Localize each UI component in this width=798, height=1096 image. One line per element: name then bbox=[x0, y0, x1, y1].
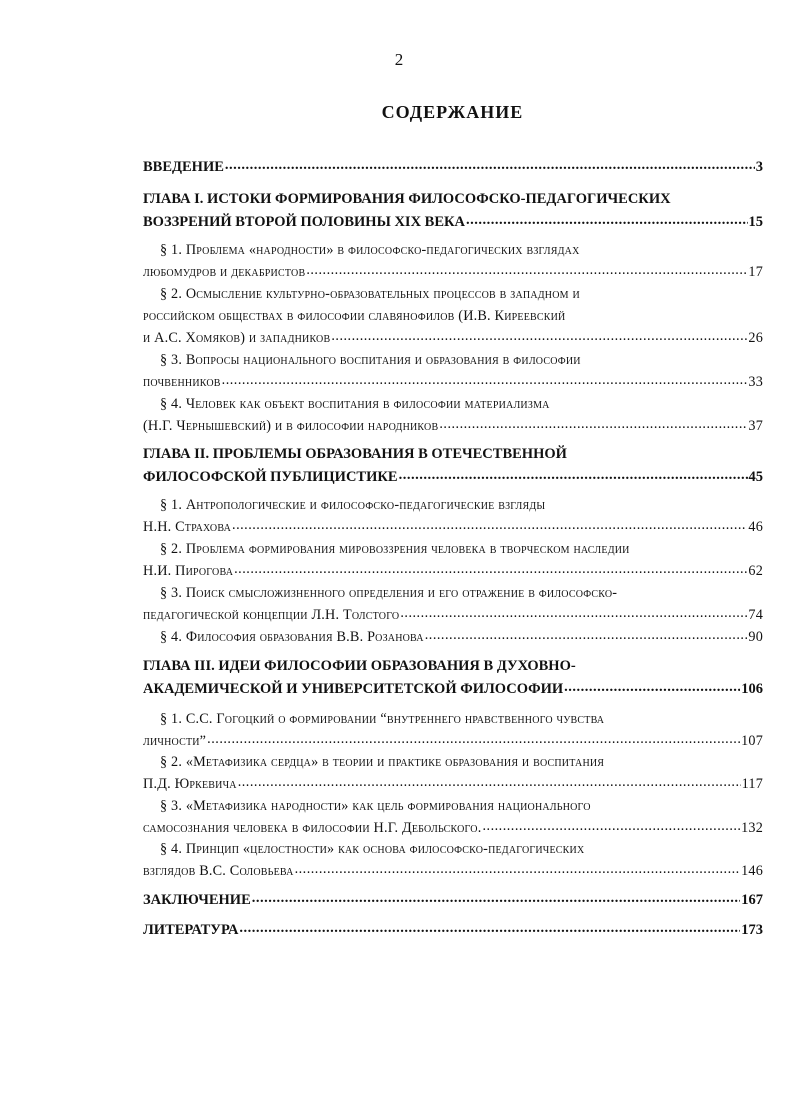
section-title: § 3. «Метафизика народности» как цель формирования национального bbox=[160, 798, 591, 814]
section-3-1-cont[interactable] bbox=[143, 732, 763, 750]
leader-dots bbox=[207, 733, 740, 745]
section-title: российском обществах в философии славянофилов (И.В. Киреевский bbox=[143, 308, 566, 324]
section-1-2-cont[interactable] bbox=[143, 307, 565, 325]
toc-page-number: 173 bbox=[741, 922, 763, 938]
leader-dots bbox=[399, 469, 748, 481]
chapter-title: ГЛАВА I. ИСТОКИ ФОРМИРОВАНИЯ ФИЛОСОФСКО-ПЕДАГОГИЧЕСКИХ bbox=[143, 191, 671, 207]
section-3-2[interactable] bbox=[160, 753, 604, 771]
toc-page-number: 46 bbox=[748, 519, 763, 535]
toc-page-number: 90 bbox=[748, 629, 763, 645]
section-2-1[interactable] bbox=[160, 496, 545, 514]
toc-page-number: 33 bbox=[748, 374, 763, 390]
chapter-2-heading-cont[interactable] bbox=[143, 468, 763, 486]
section-title: почвенников bbox=[143, 374, 221, 390]
toc-page-number: 3 bbox=[755, 159, 763, 175]
section-title: § 1. С.С. Гогоцкий о формировании “внутреннего нравственного чувства bbox=[160, 711, 605, 727]
leader-dots bbox=[564, 681, 740, 693]
leader-dots bbox=[225, 159, 755, 171]
toc-page-number: 146 bbox=[741, 863, 763, 879]
toc-entry-label: ВВЕДЕНИЕ bbox=[143, 159, 224, 175]
toc-page-number: 62 bbox=[748, 563, 763, 579]
section-title: § 1. Проблема «народности» в философско-педагогических взглядах bbox=[160, 242, 580, 258]
toc-entry-literature[interactable] bbox=[143, 921, 763, 939]
section-1-3[interactable] bbox=[160, 351, 581, 369]
toc-entry-label: ЛИТЕРАТУРА bbox=[143, 922, 239, 938]
section-title: педагогической концепции Л.Н. Толстого bbox=[143, 607, 400, 623]
section-3-3[interactable] bbox=[160, 797, 591, 815]
toc-page-number: 106 bbox=[741, 681, 763, 697]
chapter-3-heading[interactable] bbox=[143, 657, 576, 675]
leader-dots bbox=[331, 330, 747, 342]
section-1-4[interactable] bbox=[160, 395, 550, 413]
section-title: § 4. Философия образования В.В. Розанова bbox=[160, 629, 424, 645]
section-1-1[interactable] bbox=[160, 241, 580, 259]
section-1-3-cont[interactable] bbox=[143, 373, 763, 391]
section-2-1-cont[interactable] bbox=[143, 518, 763, 536]
leader-dots bbox=[239, 922, 740, 934]
toc-page-number: 74 bbox=[748, 607, 763, 623]
leader-dots bbox=[238, 776, 741, 788]
section-title: любомудров и декабристов bbox=[143, 264, 306, 280]
section-title: П.Д. Юркевича bbox=[143, 776, 237, 792]
toc-page-number: 117 bbox=[741, 776, 763, 792]
section-3-4-cont[interactable] bbox=[143, 862, 763, 880]
section-title: § 4. Принцип «целостности» как основа философско-педагогических bbox=[160, 841, 585, 857]
section-2-2-cont[interactable] bbox=[143, 562, 763, 580]
section-2-4[interactable] bbox=[160, 628, 763, 646]
section-3-1[interactable] bbox=[160, 710, 604, 728]
toc-page-number: 45 bbox=[748, 469, 763, 485]
section-title: § 2. Проблема формирования мировоззрения человека в творческом наследии bbox=[160, 541, 630, 557]
leader-dots bbox=[425, 629, 748, 641]
chapter-title: ГЛАВА III. ИДЕИ ФИЛОСОФИИ ОБРАЗОВАНИЯ В ДУХОВНО- bbox=[143, 658, 576, 674]
leader-dots bbox=[466, 214, 748, 226]
leader-dots bbox=[482, 820, 740, 832]
leader-dots bbox=[222, 374, 748, 386]
section-title: § 3. Вопросы национального воспитания и образования в философии bbox=[160, 352, 581, 368]
toc-title: СОДЕРЖАНИЕ bbox=[381, 102, 524, 122]
section-3-2-cont[interactable] bbox=[143, 775, 763, 793]
section-title: § 2. «Метафизика сердца» в теории и практике образования и воспитания bbox=[160, 754, 605, 770]
toc-entry-label: ЗАКЛЮЧЕНИЕ bbox=[143, 892, 251, 908]
section-1-2[interactable] bbox=[160, 285, 580, 303]
chapter-1-heading-cont[interactable] bbox=[143, 213, 763, 231]
section-title: Н.И. Пирогова bbox=[143, 563, 234, 579]
toc-page-number: 15 bbox=[748, 214, 763, 230]
section-title: Н.Н. Страхова bbox=[143, 519, 232, 535]
chapter-3-heading-cont[interactable] bbox=[143, 680, 763, 698]
chapter-title: ГЛАВА II. ПРОБЛЕМЫ ОБРАЗОВАНИЯ В ОТЕЧЕСТВЕННОЙ bbox=[143, 446, 567, 462]
section-3-3-cont[interactable] bbox=[143, 819, 763, 837]
section-title: взглядов В.С. Соловьева bbox=[143, 863, 294, 879]
leader-dots bbox=[400, 607, 747, 619]
section-title: и А.С. Хомяков) и западников bbox=[143, 330, 331, 346]
toc-page-number: 132 bbox=[741, 820, 763, 836]
section-1-2-cont2[interactable] bbox=[143, 329, 763, 347]
section-title: § 2. Осмысление культурно-образовательных процессов в западном и bbox=[160, 286, 580, 302]
chapter-title: АКАДЕМИЧЕСКОЙ И УНИВЕРСИТЕТСКОЙ ФИЛОСОФИИ bbox=[143, 681, 564, 697]
section-2-3[interactable] bbox=[160, 584, 617, 602]
section-1-1-cont[interactable] bbox=[143, 263, 763, 281]
leader-dots bbox=[252, 892, 740, 904]
section-2-3-cont[interactable] bbox=[143, 606, 763, 624]
leader-dots bbox=[295, 863, 741, 875]
leader-dots bbox=[306, 264, 747, 276]
chapter-title: ФИЛОСОФСКОЙ ПУБЛИЦИСТИКЕ bbox=[143, 469, 398, 485]
chapter-2-heading[interactable] bbox=[143, 445, 567, 463]
chapter-title: ВОЗЗРЕНИЙ ВТОРОЙ ПОЛОВИНЫ XIX ВЕКА bbox=[143, 214, 465, 230]
leader-dots bbox=[232, 519, 747, 531]
toc-page-number: 37 bbox=[748, 418, 763, 434]
toc-entry-intro[interactable] bbox=[143, 158, 763, 176]
toc-page-number: 26 bbox=[748, 330, 763, 346]
section-title: § 3. Поиск смысложизненного определения и его отражение в философско- bbox=[160, 585, 618, 601]
toc-page-number: 107 bbox=[741, 733, 763, 749]
toc-page-number: 17 bbox=[748, 264, 763, 280]
leader-dots bbox=[234, 563, 747, 575]
section-title: самосознания человека в философии Н.Г. Дебольского. bbox=[143, 820, 482, 836]
toc-page-number: 167 bbox=[741, 892, 763, 908]
section-title: § 1. Антропологические и философско-педагогические взгляды bbox=[160, 497, 546, 513]
page-number: 2 bbox=[394, 50, 404, 69]
toc-entry-conclusion[interactable] bbox=[143, 891, 763, 909]
section-1-4-cont[interactable] bbox=[143, 417, 763, 435]
leader-dots bbox=[439, 418, 747, 430]
chapter-1-heading[interactable] bbox=[143, 190, 671, 208]
section-2-2[interactable] bbox=[160, 540, 630, 558]
section-title: (Н.Г. Чернышевский) и в философии народников bbox=[143, 418, 439, 434]
section-title: § 4. Человек как объект воспитания в философии материализма bbox=[160, 396, 550, 412]
section-3-4[interactable] bbox=[160, 840, 584, 858]
section-title: личности” bbox=[143, 733, 207, 749]
